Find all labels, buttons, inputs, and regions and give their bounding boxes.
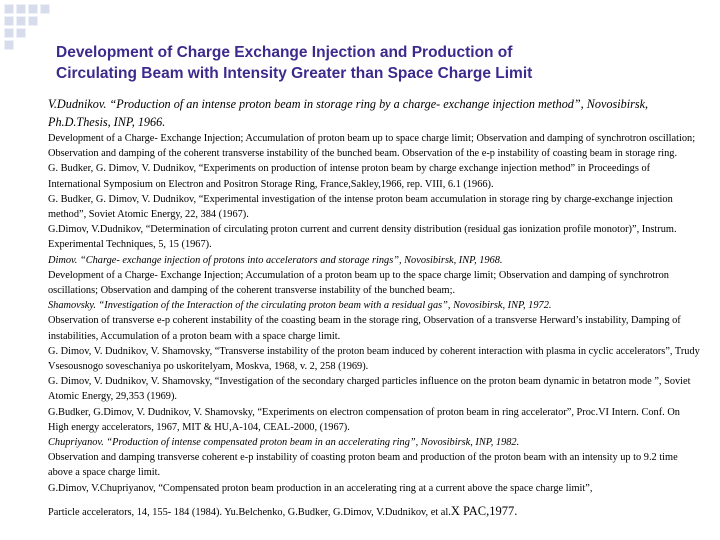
- reference-line: Observation of transverse e-p coherent instability of the coasting beam in the storage ring, Observation of a transverse Herward’s instability, Damping of instabilities, Accumulation of a proton beam with a space charge limit.: [48, 315, 681, 342]
- lead-reference: V.Dudnikov. “Production of an intense proton beam in storage ring by a charge- exchange injection method”, Novosibirsk, Ph.D.Thesis, INP, 1966.: [48, 97, 649, 129]
- final-reference-line: [48, 504, 700, 520]
- final-reference-text: Particle accelerators, 14, 155- 184 (1984). Yu.Belchenko, G.Budker, G.Dimov, V.Dudnikov, et al.: [48, 506, 451, 518]
- corner-decoration: [0, 0, 60, 50]
- reference-line: Chupriyanov. “Production of intense compensated proton beam in an accelerating ring”, Novosibirsk, INP, 1982.: [48, 437, 520, 449]
- final-reference-tail: X PAC,1977.: [450, 503, 518, 518]
- reference-line: Dimov. “Charge- exchange injection of protons into accelerators and storage rings”, Novosibirsk, INP, 1968.: [48, 254, 503, 266]
- reference-line: Development of a Charge- Exchange Injection; Accumulation of a proton beam up to the space charge limit; Observation and damping of synchrotron oscillations; Observation and damping of the coherent transverse instability of the bunched beam;.: [48, 269, 669, 297]
- reference-line: G.Dimov, V.Chupriyanov, “Compensated proton beam production in an accelerating ring at a current above the space charge limit”,: [48, 482, 593, 494]
- reference-list: [48, 95, 700, 520]
- reference-line: G. Budker, G. Dimov, V. Dudnikov, “Experiments on production of intense proton beam by charge exchange injection method” in Proceedings of International Symposium on Electron and Positron Storage Ring, France,Sakley,1966, rep. VIII, 6.1 (1966).: [48, 163, 651, 190]
- title-line-2: Circulating Beam with Intensity Greater than Space Charge Limit: [56, 65, 533, 82]
- title-line-1: Development of Charge Exchange Injection and Production of: [56, 44, 513, 61]
- reference-line: Development of a Charge- Exchange Injection; Accumulation of proton beam up to space charge limit; Observation and damping of synchrotron oscillation; Observation and damping of the coherent transverse instability of the bunched beam. Observation of the e-p instability of coasting beam in storage ring.: [48, 133, 696, 160]
- reference-line: G.Dimov, V.Dudnikov, “Determination of circulating proton current and current density distribution (residual gas ionization profile monotor)”, Instrum. Experimental Techniques, 5, 15 (1967).: [48, 224, 677, 251]
- reference-line: G.Budker, G.Dimov, V. Dudnikov, V. Shamovsky, “Experiments on electron compensation of proton beam in ring accelerator”, Proc.VI Intern. Conf. On High energy accelerators, 1967, MIT & HU,A-104, CEAL-2000, (1967).: [48, 406, 680, 433]
- reference-line: G. Budker, G. Dimov, V. Dudnikov, “Experimental investigation of the intense proton beam accumulation in storage ring by charge-exchange injection method”, Soviet Atomic Energy, 22, 384 (1967).: [48, 193, 673, 221]
- slide-title: [56, 42, 696, 84]
- reference-line: G. Dimov, V. Dudnikov, V. Shamovsky, “Transverse instability of the proton beam induced by coherent interaction with plasma in cyclic accelerators”, Trudy Vsesousnogo soveschaniya po uskoritelyam, Moskva, 1968, v. 2, 258 (1969).: [48, 345, 700, 373]
- reference-line: G. Dimov, V. Dudnikov, V. Shamovsky, “Investigation of the secondary charged particles influence on the proton beam dynamic in betatron mode ”, Soviet Atomic Energy, 29,353 (1969).: [48, 376, 691, 403]
- reference-line: Observation and damping transverse coherent e-p instability of coasting proton beam and production of the proton beam with an intensity up to 9.2 time above a space charge limit.: [48, 452, 678, 479]
- reference-line: Shamovsky. “Investigation of the Interaction of the circulating proton beam with a residual gas”, Novosibirsk, INP, 1972.: [48, 300, 552, 312]
